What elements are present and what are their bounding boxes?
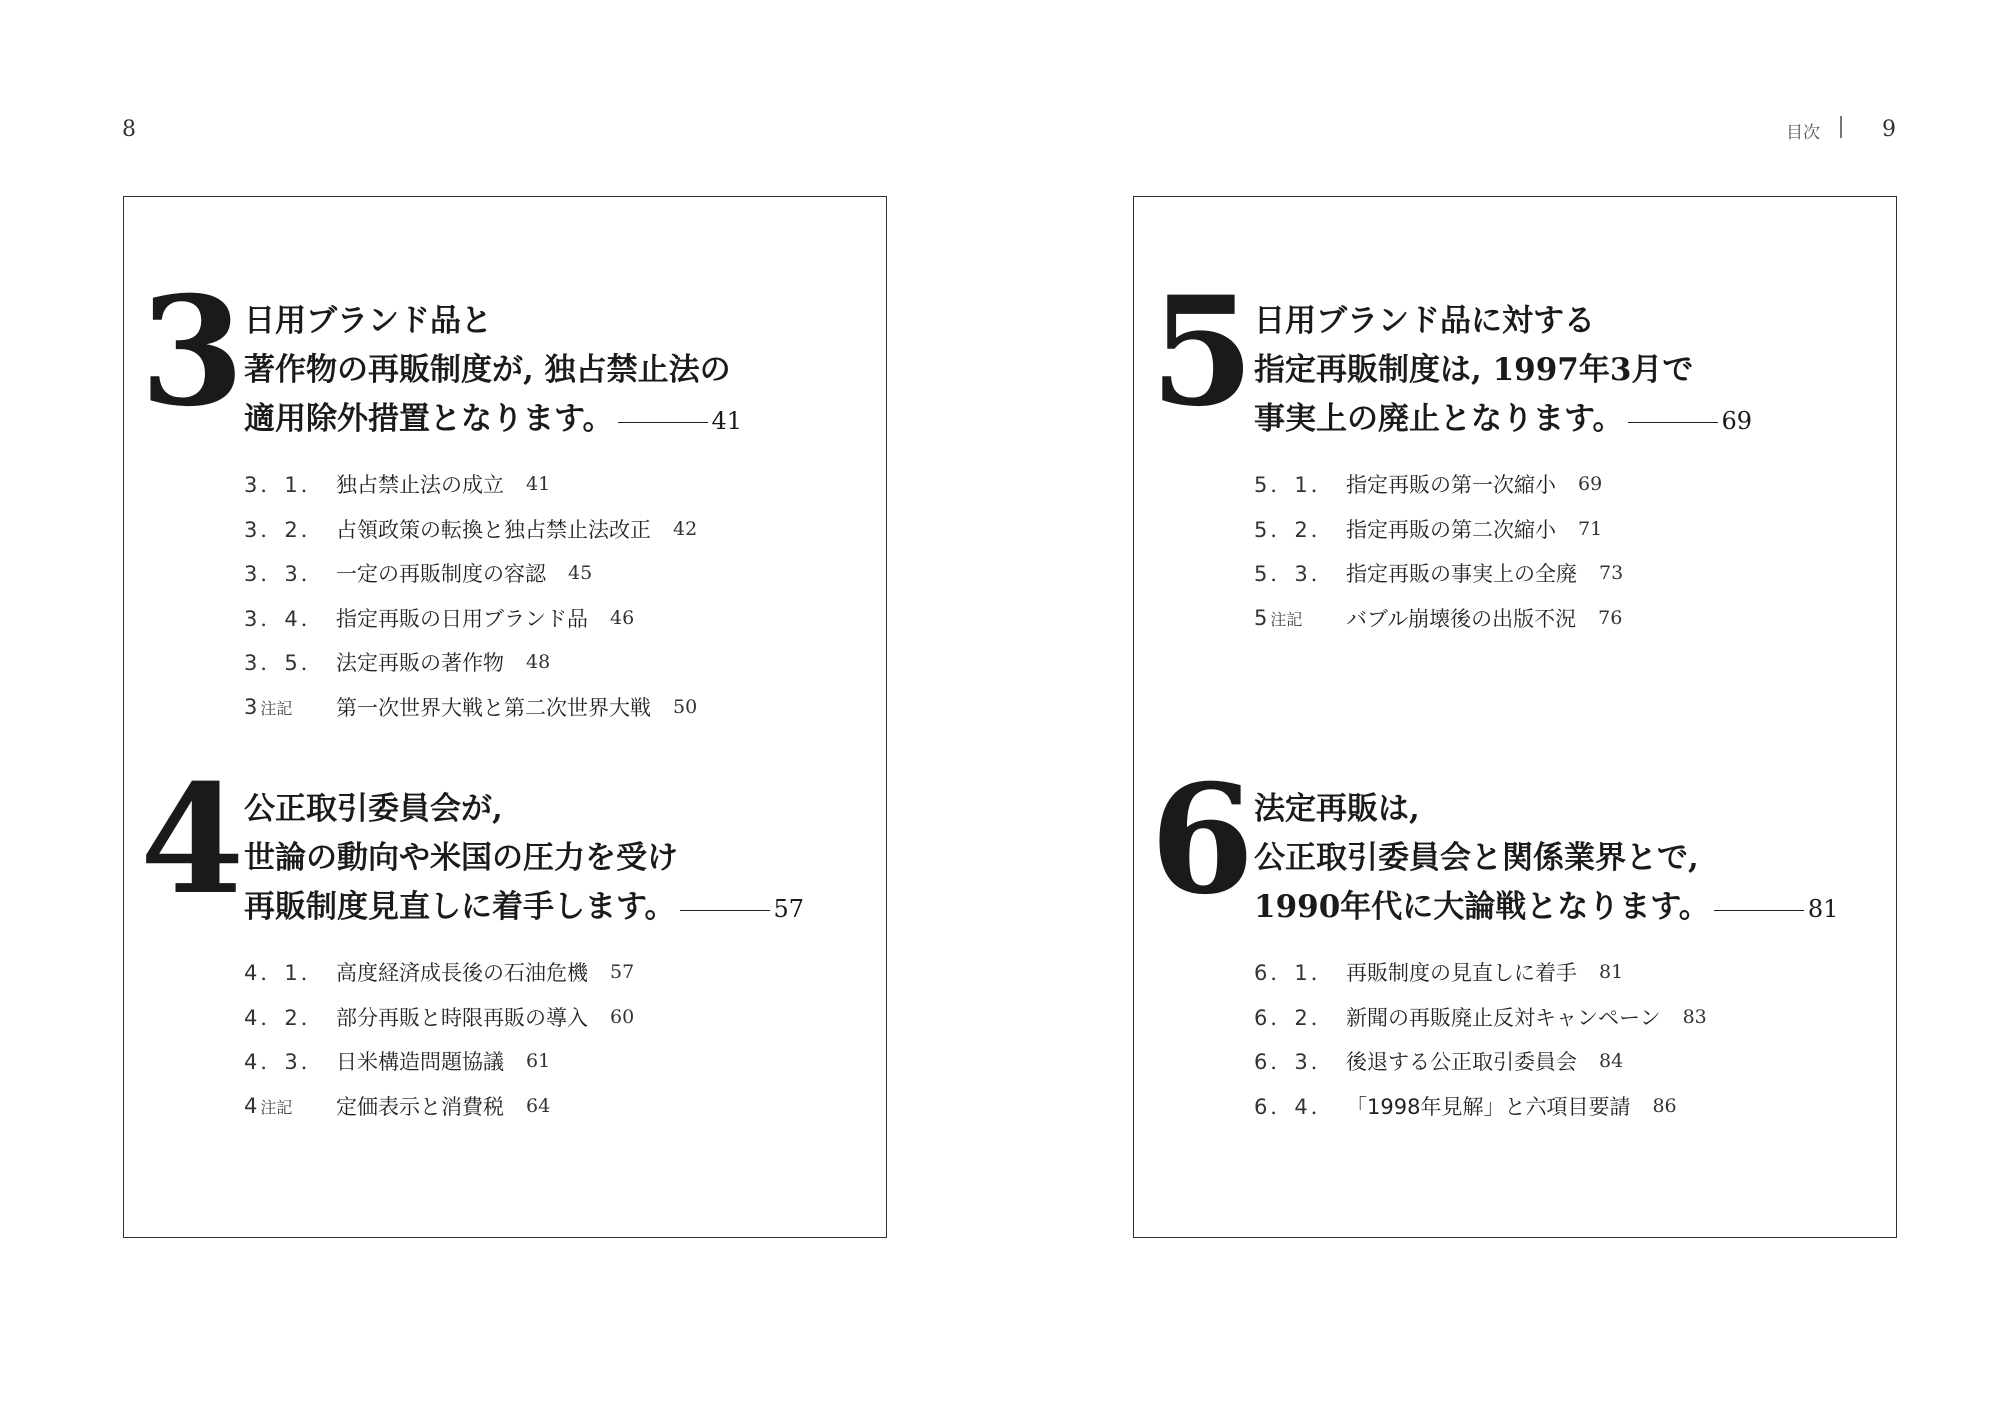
section-page: 69: [1578, 473, 1603, 496]
section-title: 一定の再販制度の容認: [336, 562, 546, 587]
toc-entry[interactable]: [244, 995, 634, 1040]
toc-entry[interactable]: [244, 507, 697, 552]
running-head-divider: [1840, 116, 1842, 138]
section-title: 新聞の再販廃止反対キャンペーン: [1346, 1005, 1661, 1030]
section-list: [244, 462, 697, 729]
toc-entry[interactable]: [244, 950, 634, 995]
toc-entry[interactable]: [244, 462, 697, 507]
section-page: 61: [526, 1050, 551, 1073]
toc-entry[interactable]: [1254, 995, 1707, 1040]
chapter-number: 6: [1150, 752, 1255, 928]
section-page: 48: [526, 651, 551, 674]
section-page: 45: [568, 562, 593, 585]
section-number: 5: [1254, 605, 1271, 630]
chapter-title[interactable]: [1254, 297, 1752, 446]
section-number: 3．1．: [244, 473, 325, 498]
section-number: 6．2．: [1254, 1005, 1335, 1030]
section-note-label: 注記: [1270, 609, 1303, 629]
chapter-page: 41: [711, 407, 743, 435]
chapter-page: 69: [1721, 407, 1753, 435]
chapter-title[interactable]: [244, 785, 804, 934]
section-number: 5．1．: [1254, 473, 1335, 498]
toc-entry[interactable]: [1254, 1039, 1707, 1084]
section-note-label: 注記: [260, 698, 293, 718]
section-title: 指定再販の第二次縮小: [1346, 517, 1556, 542]
toc-frame-left: [123, 196, 887, 1238]
section-title: 指定再販の第一次縮小: [1346, 473, 1556, 498]
chapter-title-line: 指定再販制度は, 1997年3月で: [1254, 352, 1694, 388]
toc-entry-note[interactable]: [244, 1084, 634, 1129]
chapter-number: 3: [140, 264, 245, 440]
section-list: [1254, 462, 1623, 640]
chapter-title-line: 日用ブランド品と: [244, 303, 492, 339]
toc-entry[interactable]: [244, 551, 697, 596]
section-title: 占領政策の転換と独占禁止法改正: [336, 517, 651, 542]
section-number: 5．3．: [1254, 562, 1335, 587]
toc-entry[interactable]: [1254, 950, 1707, 995]
section-page: 76: [1598, 606, 1623, 629]
leader-line: [618, 422, 708, 423]
page-number-right: 9: [1882, 117, 1896, 142]
section-title: 法定再販の著作物: [336, 651, 504, 676]
section-page: 41: [526, 473, 551, 496]
section-page: 60: [610, 1005, 635, 1028]
toc-entry[interactable]: [1254, 551, 1623, 596]
chapter-title-line: 1990年代に大論戦となります。: [1254, 889, 1710, 925]
section-title: 後退する公正取引委員会: [1346, 1050, 1577, 1075]
section-title: 高度経済成長後の石油危機: [336, 961, 588, 986]
toc-entry[interactable]: [1254, 507, 1623, 552]
toc-entry-note[interactable]: [1254, 596, 1623, 641]
section-page: 73: [1599, 562, 1624, 585]
toc-entry[interactable]: [244, 640, 697, 685]
toc-frame-right: [1133, 196, 1897, 1238]
chapter-title-line: 日用ブランド品に対する: [1254, 303, 1595, 339]
section-page: 64: [526, 1094, 551, 1117]
section-title: 定価表示と消費税: [336, 1094, 504, 1119]
section-number: 4．3．: [244, 1050, 325, 1075]
section-page: 86: [1652, 1094, 1677, 1117]
page-number-left: 8: [122, 117, 136, 142]
section-number: 6．3．: [1254, 1050, 1335, 1075]
chapter-title-line: 再販制度見直しに着手します。: [244, 889, 676, 925]
chapter-title-line: 法定再販は,: [1254, 791, 1420, 827]
chapter-number: 5: [1150, 264, 1255, 440]
section-number: 3．2．: [244, 517, 325, 542]
section-page: 81: [1599, 961, 1624, 984]
section-title: 日米構造問題協議: [336, 1050, 504, 1075]
section-number: 6．4．: [1254, 1094, 1335, 1119]
leader-line: [1628, 422, 1718, 423]
section-number: 3．5．: [244, 651, 325, 676]
section-note-label: 注記: [260, 1097, 293, 1117]
chapter-title-line: 著作物の再販制度が, 独占禁止法の: [244, 352, 731, 388]
section-title: 第一次世界大戦と第二次世界大戦: [336, 695, 651, 720]
section-number: 6．1．: [1254, 961, 1335, 986]
chapter-title-line: 公正取引委員会と関係業界とで,: [1254, 840, 1699, 876]
section-number: 3．4．: [244, 606, 325, 631]
section-page: 83: [1682, 1005, 1707, 1028]
section-title: 独占禁止法の成立: [336, 473, 504, 498]
section-title: バブル崩壊後の出版不況: [1346, 606, 1577, 631]
chapter-page: 57: [773, 895, 805, 923]
section-list: [1254, 950, 1707, 1128]
toc-entry-note[interactable]: [244, 685, 697, 730]
chapter-title[interactable]: [244, 297, 742, 446]
chapter-title-line: 事実上の廃止となります。: [1254, 401, 1624, 437]
section-title: 部分再販と時限再販の導入: [336, 1005, 588, 1030]
chapter-title-line: 公正取引委員会が,: [244, 791, 503, 827]
chapter-number: 4: [140, 752, 245, 928]
toc-entry[interactable]: [244, 596, 697, 641]
section-title: 「1998年見解」と六項目要請: [1346, 1094, 1631, 1119]
section-title: 指定再販の事実上の全廃: [1346, 562, 1577, 587]
toc-entry[interactable]: [1254, 462, 1623, 507]
section-page: 84: [1599, 1050, 1624, 1073]
toc-entry[interactable]: [244, 1039, 634, 1084]
section-number: 3．3．: [244, 562, 325, 587]
leader-line: [680, 910, 770, 911]
section-number: 5．2．: [1254, 517, 1335, 542]
chapter-title[interactable]: [1254, 785, 1838, 934]
section-number: 4: [244, 1093, 261, 1118]
section-title: 指定再販の日用ブランド品: [336, 606, 588, 631]
section-page: 50: [673, 695, 698, 718]
section-number: 3: [244, 694, 261, 719]
section-list: [244, 950, 634, 1128]
section-page: 46: [610, 606, 635, 629]
section-title: 再販制度の見直しに着手: [1346, 961, 1577, 986]
chapter-title-line: 適用除外措置となります。: [244, 401, 614, 437]
section-page: 57: [610, 961, 635, 984]
section-number: 4．2．: [244, 1005, 325, 1030]
section-page: 71: [1578, 517, 1603, 540]
section-number: 4．1．: [244, 961, 325, 986]
running-head: 目次: [1786, 123, 1820, 143]
leader-line: [1714, 910, 1804, 911]
chapter-page: 81: [1807, 895, 1839, 923]
chapter-title-line: 世論の動向や米国の圧力を受け: [244, 840, 678, 876]
toc-entry[interactable]: [1254, 1084, 1707, 1129]
section-page: 42: [673, 517, 698, 540]
